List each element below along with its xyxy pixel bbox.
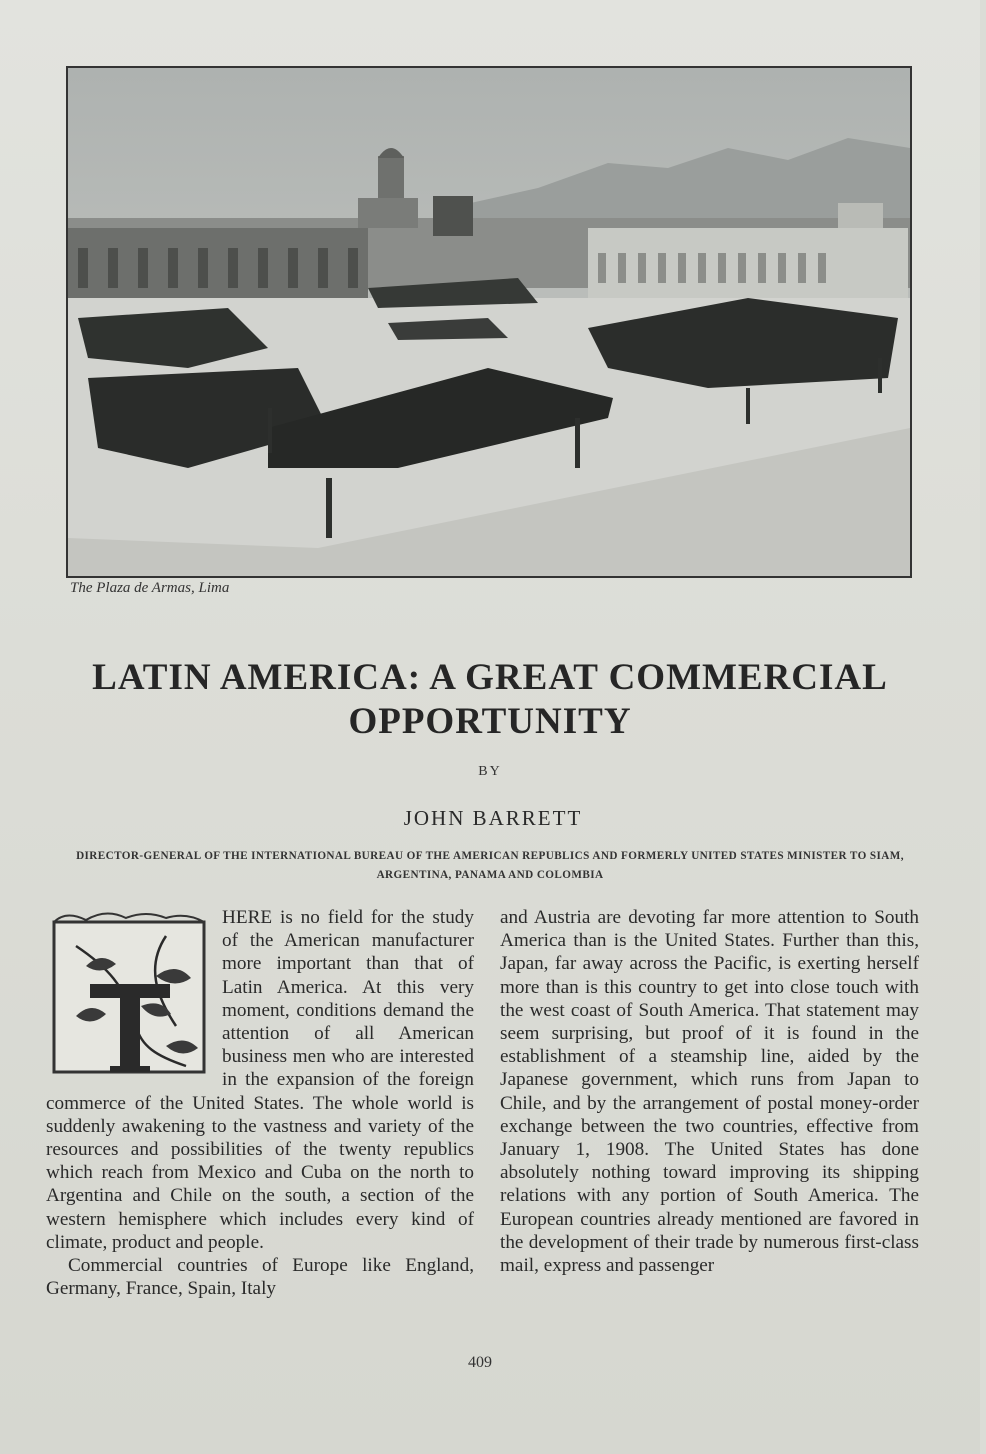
ornamental-drop-cap bbox=[46, 890, 216, 1084]
left-column-paragraph-2: Commercial countries of Europe like England, Germany, France, Spain, Italy bbox=[46, 1255, 474, 1300]
plaza-photo-illustration bbox=[68, 68, 910, 576]
byline-label: BY bbox=[478, 764, 502, 779]
article-title: LATIN AMERICA: A GREAT COMMERCIAL OPPORTUNITY bbox=[92, 657, 888, 742]
author-affiliation: DIRECTOR-GENERAL OF THE INTERNATIONAL BUREAU OF THE AMERICAN REPUBLICS AND FORMERLY UNITED STATES MINISTER TO SIAM, ARGENTINA, PANAMA AND COLOMBIA bbox=[76, 850, 904, 881]
right-text-column bbox=[500, 906, 919, 1277]
left-column-paragraph-1: HERE is no field for the study of the American manufacturer more important than that of Latin America. At this very moment, conditions demand the attention of all American business men who are interested in the expansion of the foreign commerce of the United States. The whole world is suddenly awakening to the vastness and variety of the resources and possibilities of the twenty republics which reach from Mexico and Cuba on the north to Argentina and Chile on the south, a section of the western hemisphere which includes every kind of climate, product and people. bbox=[46, 907, 474, 1253]
right-column-paragraph-1: and Austria are devoting far more attention to South America than is the United States. Further than this, Japan, far away across the Pacific, is exerting herself more than is this country to get into close touch with the west coast of South America. That statement may seem surprising, but proof of it is found in the establishment of a steamship line, aided by the Japanese government, which runs from Japan to Chile, and by the arrangement of postal money-order exchange between the two countries, effective from January 1, 1908. The United States has done absolutely nothing toward improving its shipping relations with any portion of South America. The European countries already mentioned are favored in the development of their trade by numerous first-class mail, express and passenger bbox=[500, 907, 919, 1277]
photo-caption: The Plaza de Armas, Lima bbox=[70, 580, 230, 596]
plaza-photograph bbox=[66, 66, 912, 578]
author-name: JOHN BARRETT bbox=[403, 806, 583, 830]
page-number: 409 bbox=[468, 1354, 492, 1371]
left-text-column bbox=[46, 890, 474, 1300]
drop-cap-letter: T bbox=[46, 890, 58, 911]
